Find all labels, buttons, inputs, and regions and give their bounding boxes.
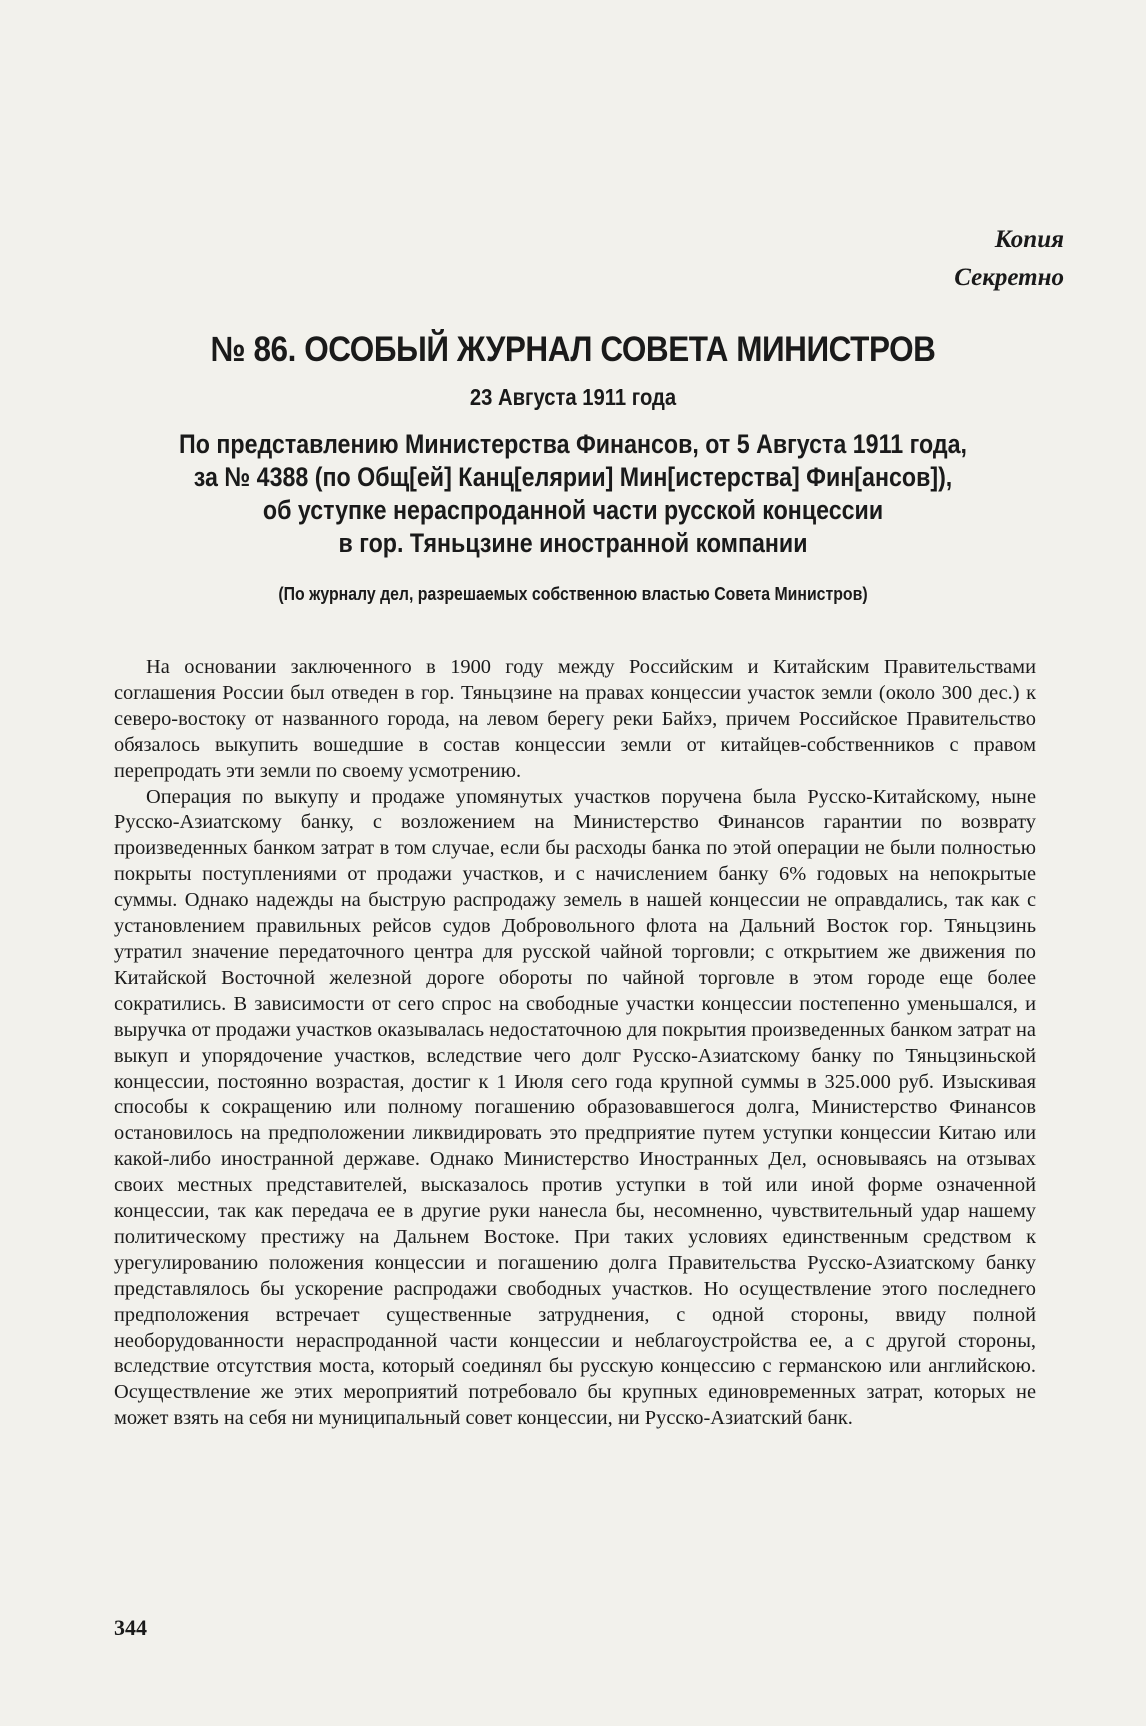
body-text	[114, 655, 1036, 1432]
heading-line: за № 4388 (по Общ[ей] Канц[елярии] Мин[истерства] Фин[ансов]),	[193, 462, 953, 492]
document-title: № 86. ОСОБЫЙ ЖУРНАЛ СОВЕТА МИНИСТРОВ	[210, 330, 936, 369]
heading-line: об уступке нераспроданной части русской концессии	[262, 495, 884, 525]
paragraph: На основании заключенного в 1900 году между Российским и Китайским Правительствами соглашения России был отведен в гор. Тяньцзине на правах концессии участок земли (около 300 дес.) к северо-востоку от названного города, на левом берегу реки Байхэ, причем Российское Правительство обязалось выкупить вошедшие в состав концессии земли от китайцев-собственников с правом перепродать эти земли по своему усмотрению.	[114, 656, 1036, 782]
secret-mark: Секретно	[954, 264, 1064, 291]
heading-line: По представлению Министерства Финансов, от 5 Августа 1911 года,	[179, 429, 967, 459]
document-date: 23 Августа 1911 года	[469, 384, 677, 410]
paragraph: Операция по выкупу и продаже упомянутых участков поручена была Русско-Китайскому, ныне Русско-Азиатскому банку, с возложением на Министерство Финансов гарантии по возврату произведенных банком затрат в том случае, если бы расходы банка по этой операции не были полностью покрыты поступлениями от продажи участков, и с начислением банку 6% годовых на непокрытые суммы. Однако надежды на быструю распродажу земель в нашей концессии не оправдались, так как с установлением правильных рейсов судов Добровольного флота на Дальний Восток гор. Тяньцзинь утратил значение передаточного центра для русской чайной торговли; с открытием же движения по Китайской Восточной железной дороге обороты по чайной торговле в этом городе еще более сократились. В зависимости от сего спрос на свободные участки концессии постепенно уменьшался, и выручка от продажи участков оказывалась недостаточною для покрытия произведенных банком затрат на выкуп и упорядочение участков, вследствие чего долг Русско-Азиатскому банку по Тяньцзиньской концессии, постоянно возрастая, достиг к 1 Июля сего года крупной суммы в 325.000 руб. Изыскивая способы к сокращению или полному погашению образовавшегося долга, Министерство Финансов остановилось на предположении ликвидировать это предприятие путем уступки концессии Китаю или какой-либо иностранной державе. Однако Министерство Иностранных Дел, основываясь на отзывах своих местных представителей, высказалось против уступки в той или иной форме означенной концессии, так как передача ее в другие руки нанесла бы, несомненно, чувствительный удар нашему политическому престижу на Дальнем Востоке. При таких условиях единственным средством к урегулированию положения концессии и погашению долга Правительства Русско-Азиатскому банку представлялось бы ускорение распродажи свободных участков. Но осуществление этого последнего предположения встречает существенные затруднения, с одной стороны, ввиду полной необорудованности нераспроданной части концессии и неблагоустройства ее, а с другой стороны, вследствие отсутствия моста, который соединял бы русскую концессию с германскою или английскою. Осуществление же этих мероприятий потребовало бы крупных единовременных затрат, которых не может взять на себя ни муниципальный совет концессии, ни Русско-Азиатский банк.	[114, 785, 1036, 1430]
page-number: 344	[114, 1615, 147, 1640]
copy-mark: Копия	[994, 226, 1064, 253]
document-heading	[175, 428, 971, 560]
document-note: (По журналу дел, разрешаемых собственною властью Совета Министров)	[278, 584, 868, 604]
heading-line: в гор. Тяньцзине иностранной компании	[338, 528, 808, 558]
